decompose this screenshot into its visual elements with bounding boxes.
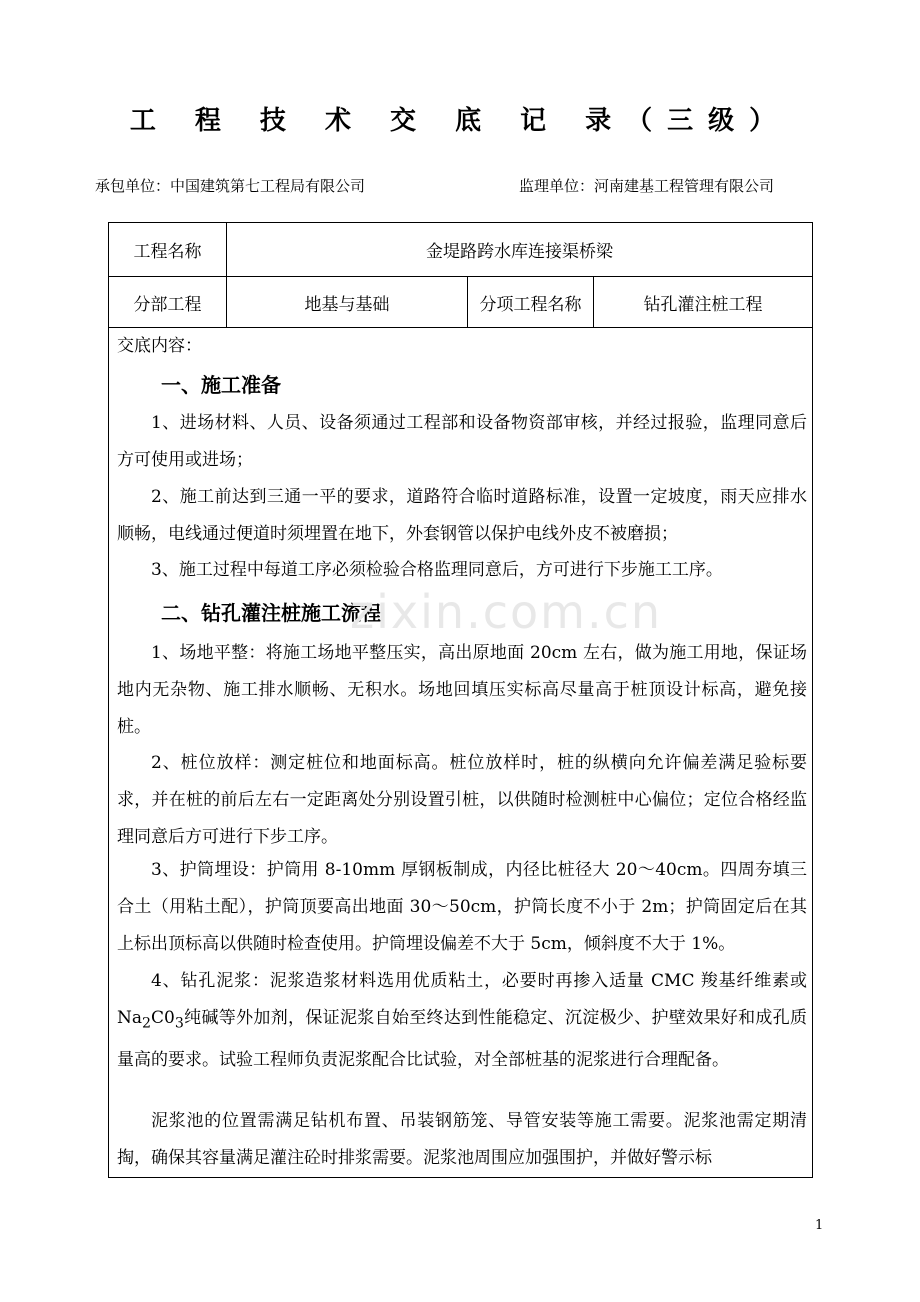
supervisor-line: 监理单位：河南建基工程管理有限公司 bbox=[519, 177, 775, 195]
p4-text-b: C0 bbox=[151, 1008, 175, 1028]
s2-paragraph-2: 2、桩位放样：测定桩位和地面标高。桩位放样时，桩的纵横向允许偏差满足验标要求，并在桩的前后左右一定距离处分别设置引桩，以供随时检测桩中心偏位；定位合格经监理同意后方可进行下步工序。 bbox=[117, 753, 807, 847]
s2-paragraph-1: 1、场地平整：将施工场地平整压实，高出原地面 20cm 左右，做为施工用地，保证场地内无杂物、施工排水顺畅、无积水。场地回填压实标高尽量高于桩顶设计标高，避免接桩。 bbox=[117, 643, 807, 737]
s2-paragraph-3: 3、护筒埋设：护筒用 8-10mm 厚钢板制成，内径比桩径大 20～40cm。四周夯填三合土（用粘土配），护筒顶要高出地面 30～50cm，护筒长度不小于 2m；护筒固定后在其上标出顶标高以供随时检查使用。护筒埋设偏差不大于 5cm，倾斜度不大于 1%。 bbox=[117, 860, 807, 954]
info-table bbox=[108, 222, 813, 328]
contractor-line: 承包单位：中国建筑第七工程局有限公司 bbox=[95, 177, 366, 195]
division-label: 分部工程 bbox=[109, 277, 227, 328]
content-label: 交底内容： bbox=[117, 336, 202, 356]
p4-subscript-1: 2 bbox=[142, 1015, 152, 1032]
project-name-value: 金堤路跨水库连接渠桥梁 bbox=[227, 223, 813, 277]
s2-paragraph-5: 泥浆池的位置需满足钻机布置、吊装钢筋笼、导管安装等施工需要。泥浆池需定期清掏，确保其容量满足灌注砼时排浆需要。泥浆池周围应加强围护，并做好警示标 bbox=[117, 1111, 807, 1168]
s1-paragraph-2: 2、施工前达到三通一平的要求，道路符合临时道路标准，设置一定坡度，雨天应排水顺畅，电线通过便道时须埋置在地下，外套钢管以保护电线外皮不被磨损； bbox=[117, 487, 807, 544]
section2-heading: 二、钻孔灌注桩施工流程 bbox=[161, 601, 381, 625]
p4-subscript-2: 3 bbox=[174, 1015, 184, 1032]
s1-paragraph-1: 1、进场材料、人员、设备须通过工程部和设备物资部审核，并经过报验，监理同意后方可使用或进场； bbox=[117, 413, 807, 470]
division-value: 地基与基础 bbox=[227, 277, 468, 328]
section1-heading: 一、施工准备 bbox=[161, 373, 281, 397]
page-number: 1 bbox=[815, 1218, 824, 1233]
s2-paragraph-4 bbox=[117, 963, 807, 1079]
document-title: 工 程 技 术 交 底 记 录（三级） bbox=[129, 106, 791, 136]
project-name-label: 工程名称 bbox=[109, 223, 227, 277]
content-box bbox=[108, 325, 813, 1178]
table-row bbox=[109, 223, 813, 277]
s1-paragraph-3: 3、施工过程中每道工序必须检验合格监理同意后，方可进行下步施工工序。 bbox=[151, 560, 723, 580]
watermark: zixin.com.cn bbox=[350, 585, 663, 639]
table-row bbox=[109, 277, 813, 328]
p4-text-c: 纯碱等外加剂，保证泥浆自始至终达到性能稳定、沉淀极少、护壁效果好和成孔质量高的要求。试验工程师负责泥浆配合比试验，对全部桩基的泥浆进行合理配备。 bbox=[117, 1008, 807, 1071]
subitem-value: 钻孔灌注桩工程 bbox=[594, 277, 813, 328]
p4-text-a: 4、钻孔泥浆：泥浆造浆材料选用优质粘土，必要时再掺入适量 CMC 羧基纤维素或 Na bbox=[117, 971, 807, 1028]
subitem-label: 分项工程名称 bbox=[468, 277, 594, 328]
